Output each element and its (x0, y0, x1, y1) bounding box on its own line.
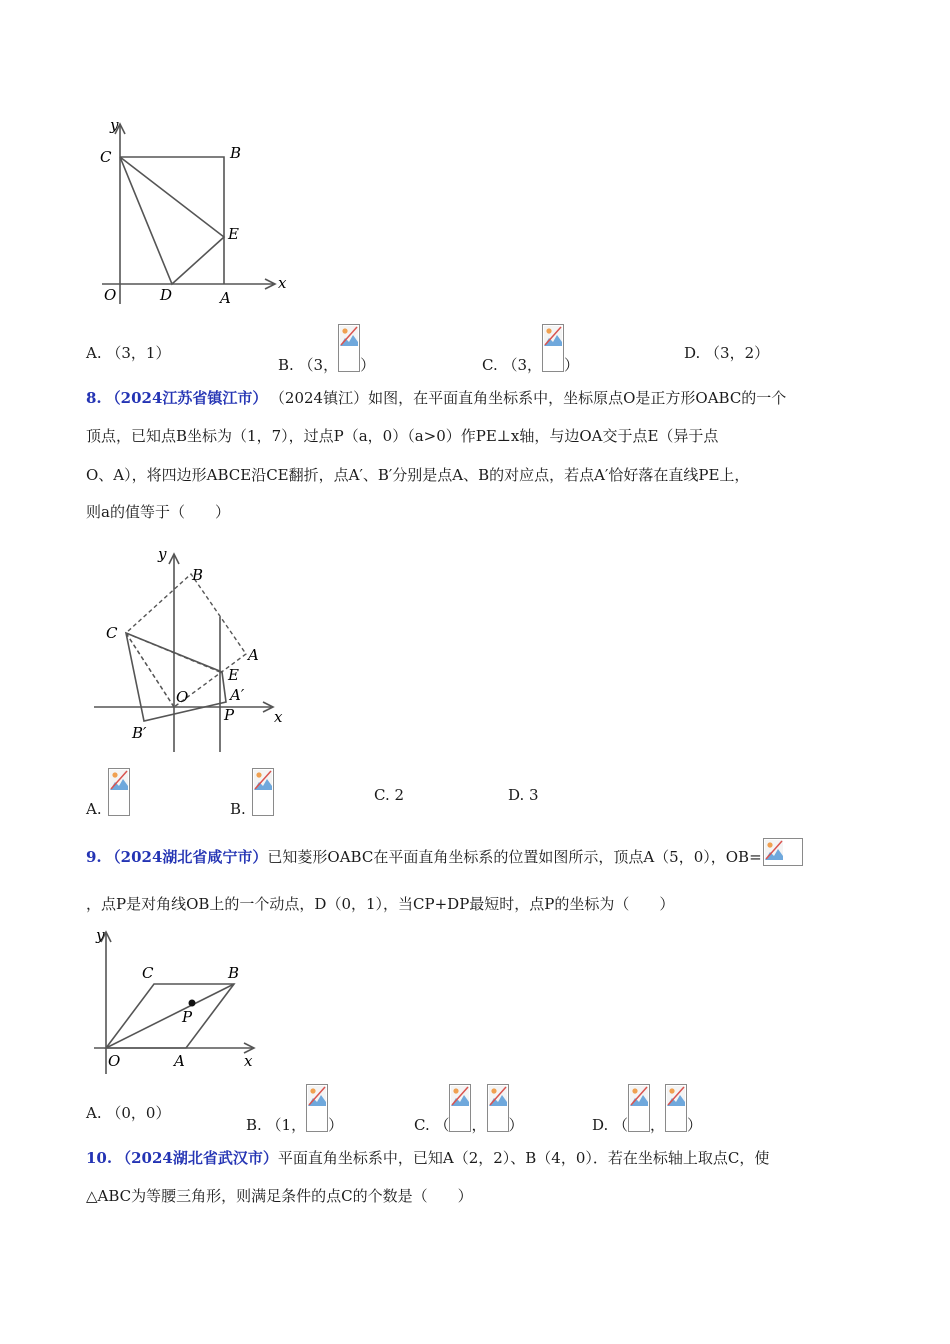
q10-text-1: 平面直角坐标系中，已知A（2，2）、B（4，0）．若在坐标轴上取点C，使 (277, 1149, 770, 1167)
label-a: A (248, 646, 259, 664)
point-p (189, 1000, 196, 1007)
broken-image-icon (542, 324, 564, 372)
q8-number: 8. (86, 389, 102, 407)
label-a: A (220, 289, 231, 307)
q8-line-3: O、A），将四边形ABCE沿CE翻折，点A′、B′分别是点A、B的对应点，若点A′恰好落在直线PE上， (86, 466, 750, 484)
q9-option-d-mid: ， (650, 1116, 666, 1134)
label-y: y (158, 545, 167, 563)
q8-line-1 (86, 388, 786, 408)
label-p: P (182, 1008, 193, 1026)
label-y: y (110, 116, 119, 134)
q8-option-a[interactable] (86, 768, 130, 816)
q9-line-1 (86, 838, 803, 866)
q9-option-b-suffix: ） (328, 1116, 344, 1134)
triangle-cde (120, 157, 224, 284)
label-c: C (142, 964, 154, 982)
label-a-prime: A′ (230, 686, 245, 704)
label-e: E (228, 666, 239, 684)
broken-image-icon (306, 1084, 328, 1132)
broken-image-icon (338, 324, 360, 372)
q7-option-b-prefix: B. （3， (278, 356, 339, 374)
label-b-prime: B′ (132, 724, 147, 742)
label-o: O (176, 688, 189, 706)
rectangle-oabc (120, 157, 224, 284)
diagonal-ce (126, 633, 220, 672)
q9-option-d-suffix: ） (687, 1116, 703, 1134)
q10-source: （2024湖北省武汉市） (116, 1149, 278, 1167)
q8-option-d[interactable]: D. 3 (508, 786, 539, 804)
q9-option-d[interactable] (592, 1084, 702, 1132)
q9-option-d-prefix: D. （ (592, 1116, 629, 1134)
label-b: B (228, 964, 240, 982)
diagonal-ob (106, 984, 234, 1048)
broken-image-icon (108, 768, 130, 816)
q8-option-c[interactable]: C. 2 (374, 786, 405, 804)
q9-option-c[interactable] (414, 1084, 524, 1132)
q7-option-c[interactable] (482, 324, 579, 372)
label-b: B (230, 144, 242, 162)
broken-image-icon (487, 1084, 509, 1132)
q8-option-a-label: A. (86, 800, 102, 818)
q7-option-a[interactable]: A. （3，1） (86, 344, 171, 362)
q8-text-1: （2024镇江）如图，在平面直角坐标系中，坐标原点O是正方形OABC的一个 (277, 389, 787, 407)
label-x: x (244, 1052, 253, 1070)
label-p: P (224, 706, 235, 724)
figure-q7 (90, 112, 300, 312)
q8-line-2: 顶点，已知点B坐标为（1，7），过点P（a，0）（a>0）作PE⊥x轴，与边OA交于点E（异于点 (86, 427, 719, 445)
q7-option-b-suffix: ） (360, 356, 376, 374)
q10-number: 10. (86, 1149, 113, 1167)
label-y: y (96, 926, 105, 944)
q9-option-b-prefix: B. （1， (246, 1116, 307, 1134)
q7-option-d[interactable]: D. （3，2） (684, 344, 770, 362)
label-c: C (106, 624, 118, 642)
label-e: E (228, 225, 239, 243)
q9-source: （2024湖北省咸宁市） (105, 848, 268, 866)
label-b: B (192, 566, 204, 584)
broken-image-icon (449, 1084, 471, 1132)
broken-image-icon (252, 768, 274, 816)
q9-text-1: 已知菱形OABC在平面直角坐标系的位置如图所示，顶点A（5，0），OB= (267, 848, 762, 866)
label-o: O (108, 1052, 121, 1070)
label-x: x (278, 274, 287, 292)
q7-option-b[interactable] (278, 324, 375, 372)
q10-line-2: △ABC为等腰三角形，则满足条件的点C的个数是（ ） (86, 1187, 473, 1205)
broken-image-icon (665, 1084, 687, 1132)
q8-option-b-label: B. (230, 800, 246, 818)
label-c: C (100, 148, 112, 166)
q8-line-4: 则a的值等于（ ） (86, 503, 230, 521)
q9-option-c-prefix: C. （ (414, 1116, 450, 1134)
q8-source: （2024江苏省镇江市） (105, 389, 268, 407)
q9-line-2: ，点P是对角线OB上的一个动点，D（0，1），当CP+DP最短时，点P的坐标为（ ） (86, 895, 675, 913)
q9-option-a[interactable]: A. （0，0） (86, 1104, 171, 1122)
q9-option-c-suffix: ） (508, 1116, 524, 1134)
q9-number: 9. (86, 848, 102, 866)
label-x: x (274, 708, 283, 726)
broken-image-icon (628, 1084, 650, 1132)
figure-q8 (88, 542, 298, 757)
label-d: D (160, 286, 173, 304)
q8-option-b[interactable] (230, 768, 274, 816)
q7-option-c-suffix: ） (564, 356, 580, 374)
q10-line-1 (86, 1148, 769, 1168)
q9-option-b[interactable] (246, 1084, 343, 1132)
broken-image-icon (763, 838, 803, 866)
figure-q9 (88, 926, 268, 1076)
q9-option-c-mid: ， (471, 1116, 487, 1134)
label-a: A (174, 1052, 185, 1070)
label-o: O (104, 286, 117, 304)
q7-option-c-prefix: C. （3， (482, 356, 543, 374)
